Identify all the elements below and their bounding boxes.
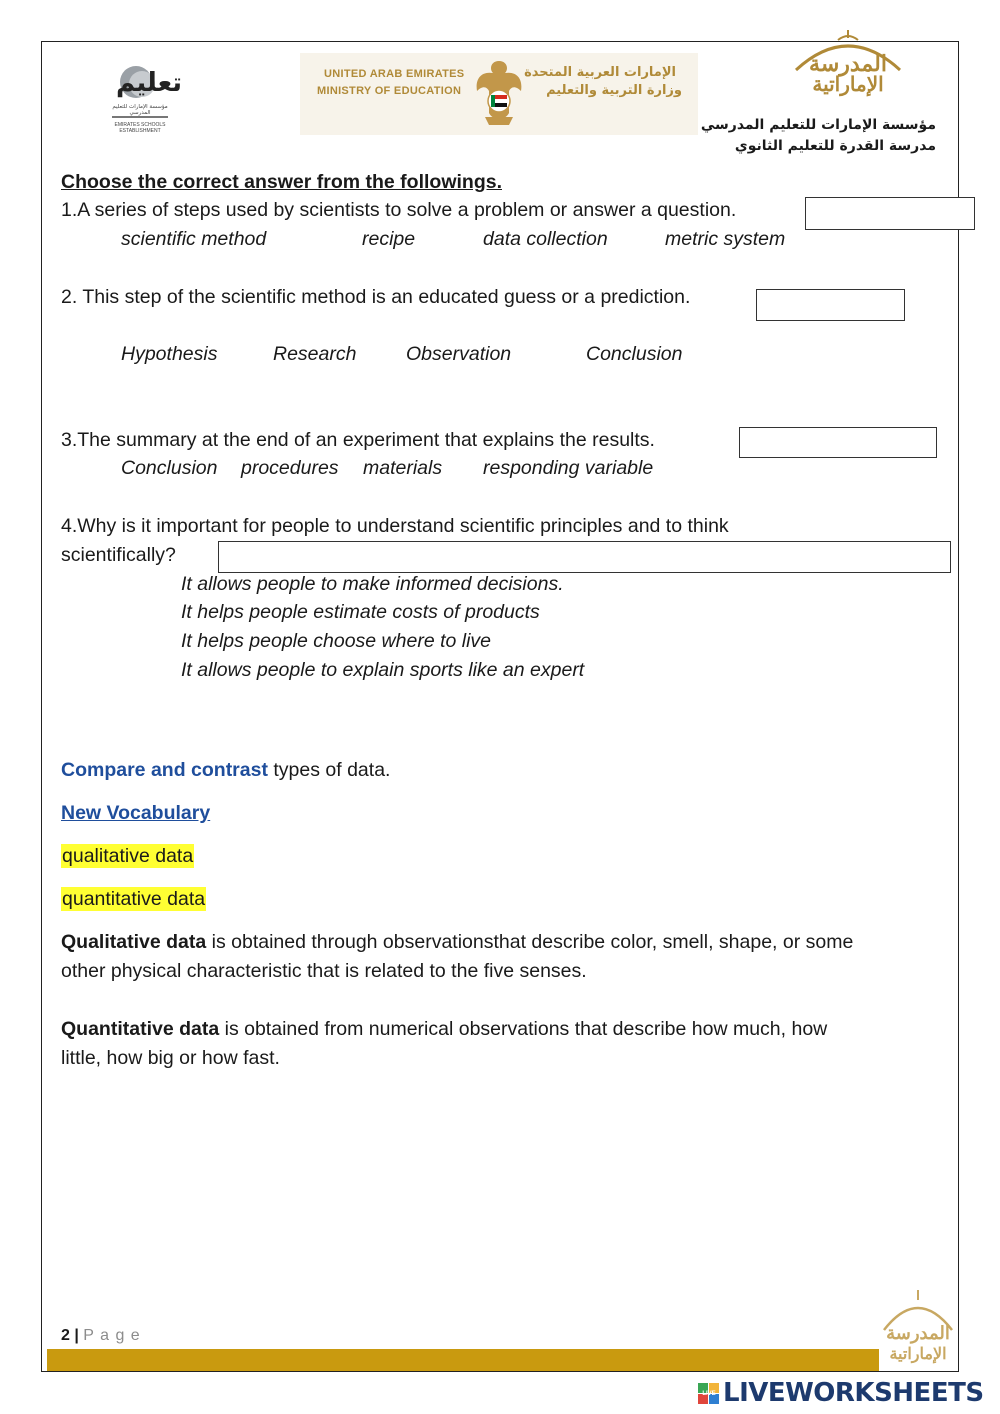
footer-logo-line2: الإماراتية <box>889 1344 947 1363</box>
question-1-option-2: recipe <box>362 228 416 250</box>
question-3-option-2: procedures <box>241 457 339 479</box>
liveworksheets-text: LIVEWORKSHEETS <box>723 1378 984 1408</box>
footer-logo-line1: المدرسة <box>886 1323 950 1344</box>
qualitative-paragraph-line1 <box>61 930 853 954</box>
compare-rest: types of data. <box>267 759 391 781</box>
question-1-answer-box[interactable] <box>805 197 975 230</box>
question-4-text-line1: 4.Why is it important for people to understand scientific principles and to think <box>61 515 729 537</box>
liveworksheets-brand[interactable] <box>698 1380 994 1410</box>
tamleek-caption-en: EMIRATES SCHOOLS ESTABLISHMENT <box>114 122 166 134</box>
question-1-option-4: metric system <box>665 228 786 250</box>
compare-line <box>61 758 390 782</box>
moe-ar-line2: وزارة التربية والتعليم <box>546 83 682 98</box>
question-2-option-1: Hypothesis <box>121 343 218 365</box>
page-indicator <box>61 1324 141 1348</box>
page-separator: | <box>69 1327 84 1344</box>
org-ar-line2: مدرسة القدرة للتعليم الثانوي <box>734 138 936 154</box>
quantitative-paragraph-line2: little, how big or how fast. <box>61 1047 280 1069</box>
question-2-text: 2. This step of the scientific method is an educated guess or a prediction. <box>61 286 691 308</box>
question-3-text: 3.The summary at the end of an experiment that explains the results. <box>61 429 655 451</box>
uae-eagle-emblem-icon <box>471 57 527 129</box>
question-1-option-3: data collection <box>483 228 608 250</box>
qualitative-def-line1: is obtained through observationsthat describe color, smell, shape, or some <box>206 931 854 953</box>
vocab-term-1 <box>61 844 194 868</box>
question-4-option-1: It allows people to make informed decisions. <box>181 573 564 595</box>
question-4-option-4: It allows people to explain sports like an expert <box>181 659 585 681</box>
question-3-option-3: materials <box>363 457 443 479</box>
question-3-answer-box[interactable] <box>739 427 937 458</box>
question-1-text: 1.A series of steps used by scientists to solve a problem or answer a question. <box>61 199 737 221</box>
tamleek-caption-ar: مؤسسة الإمارات للتعليم المدرسي <box>112 104 168 116</box>
footer-school-logo <box>876 1290 960 1374</box>
quantitative-def-line1: is obtained from numerical observations that describe how much, how <box>219 1018 828 1040</box>
moe-ar-line1: الإمارات العربية المتحدة <box>524 65 676 80</box>
school-logo-line2: الإماراتية <box>812 72 884 96</box>
vocab-term-1-text: qualitative data <box>62 845 194 867</box>
qualitative-term: Qualitative data <box>61 931 207 953</box>
question-2-option-4: Conclusion <box>586 343 683 365</box>
question-2-answer-box[interactable] <box>756 289 905 321</box>
footer-gold-bar <box>47 1349 879 1371</box>
quiz-title: Choose the correct answer from the followings. <box>61 171 502 193</box>
liveworksheets-badge-icon <box>698 1383 720 1405</box>
liveworksheets-badge-text: LIVE <box>702 1391 716 1397</box>
page-number: 2 <box>61 1327 70 1344</box>
question-2-option-2: Research <box>273 343 357 365</box>
compare-heading: Compare and contrast <box>61 759 268 781</box>
question-4-text-line2: scientifically? <box>61 544 176 566</box>
question-4-answer-box[interactable] <box>218 541 951 573</box>
moe-en-line2: MINISTRY OF EDUCATION <box>317 85 462 97</box>
vocab-term-2-text: quantitative data <box>62 888 206 910</box>
school-logo <box>776 30 920 100</box>
qualitative-paragraph-line2: other physical characteristic that is related to the five senses. <box>61 960 587 982</box>
school-logo-line1: المدرسة <box>809 51 887 77</box>
vocab-term-2 <box>61 887 206 911</box>
question-4-option-2: It helps people estimate costs of products <box>181 601 540 623</box>
question-1-option-1: scientific method <box>121 228 267 250</box>
new-vocabulary-heading: New Vocabulary <box>61 802 211 824</box>
tamleek-logo <box>108 58 183 142</box>
moe-banner <box>300 53 698 135</box>
question-4-option-3: It helps people choose where to live <box>181 630 492 652</box>
question-3-option-1: Conclusion <box>121 457 218 479</box>
moe-en-line1: UNITED ARAB EMIRATES <box>324 68 465 80</box>
quantitative-paragraph-line1 <box>61 1017 827 1041</box>
org-ar-line1: مؤسسة الإمارات للتعليم المدرسي <box>700 117 936 133</box>
question-3-option-4: responding variable <box>483 457 654 479</box>
quantitative-term: Quantitative data <box>61 1018 220 1040</box>
page-label: P a g e <box>83 1327 141 1344</box>
tamleek-logo-text: تعليم <box>116 68 183 98</box>
question-2-option-3: Observation <box>406 343 512 365</box>
